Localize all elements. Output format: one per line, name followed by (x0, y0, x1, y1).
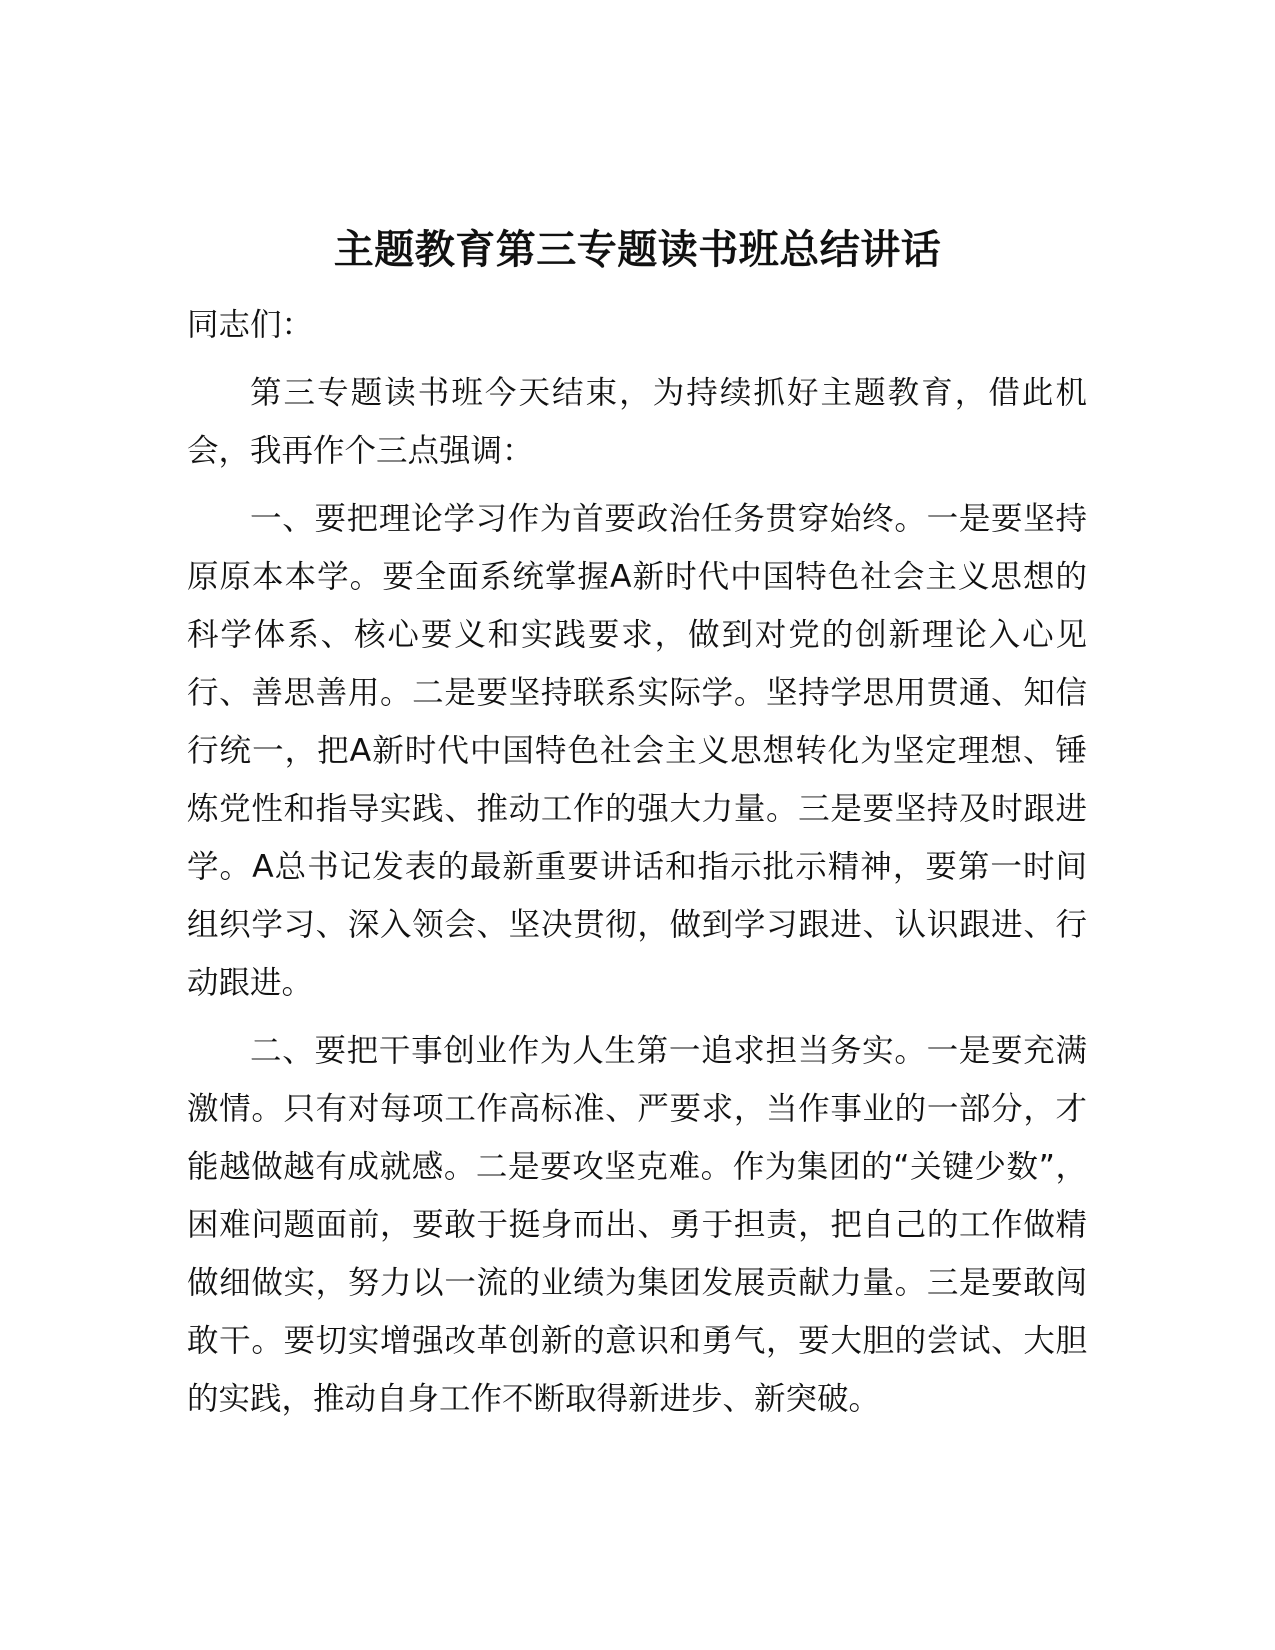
salutation: 同志们： (187, 307, 314, 343)
paragraph-point-two: 二、要把干事创业作为人生第一追求担当务实。一是要充满激情。只有对每项工作高标准、严要求，当作事业的一部分，才能越做越有成就感。二是要攻坚克难。作为集团的“关键少数”，困难问题面前，要敢于挺身而出、勇于担责，把自己的工作做精做细做实，努力以一流的业绩为集团发展贡献力量。三是要敢闯敢干。要切实增强改革创新的意识和勇气，要大胆的尝试、大胆的实践，推动自身工作不断取得新进步、新突破。 (187, 1033, 1087, 1417)
document-title: 主题教育第三专题读书班总结讲话 (333, 227, 942, 273)
paragraph-intro: 第三专题读书班今天结束，为持续抓好主题教育，借此机会，我再作个三点强调： (187, 375, 1087, 469)
paragraph-point-one: 一、要把理论学习作为首要政治任务贯穿始终。一是要坚持原原本本学。要全面系统掌握A新时代中国特色社会主义思想的科学体系、核心要义和实践要求，做到对党的创新理论入心见行、善思善用。二是要坚持联系实际学。坚持学思用贯通、知信行统一，把A新时代中国特色社会主义思想转化为坚定理想、锤炼党性和指导实践、推动工作的强大力量。三是要坚持及时跟进学。A总书记发表的最新重要讲话和指示批示精神，要第一时间组织学习、深入领会、坚决贯彻，做到学习跟进、认识跟进、行动跟进。 (187, 501, 1087, 1001)
document-body (187, 296, 1087, 1438)
